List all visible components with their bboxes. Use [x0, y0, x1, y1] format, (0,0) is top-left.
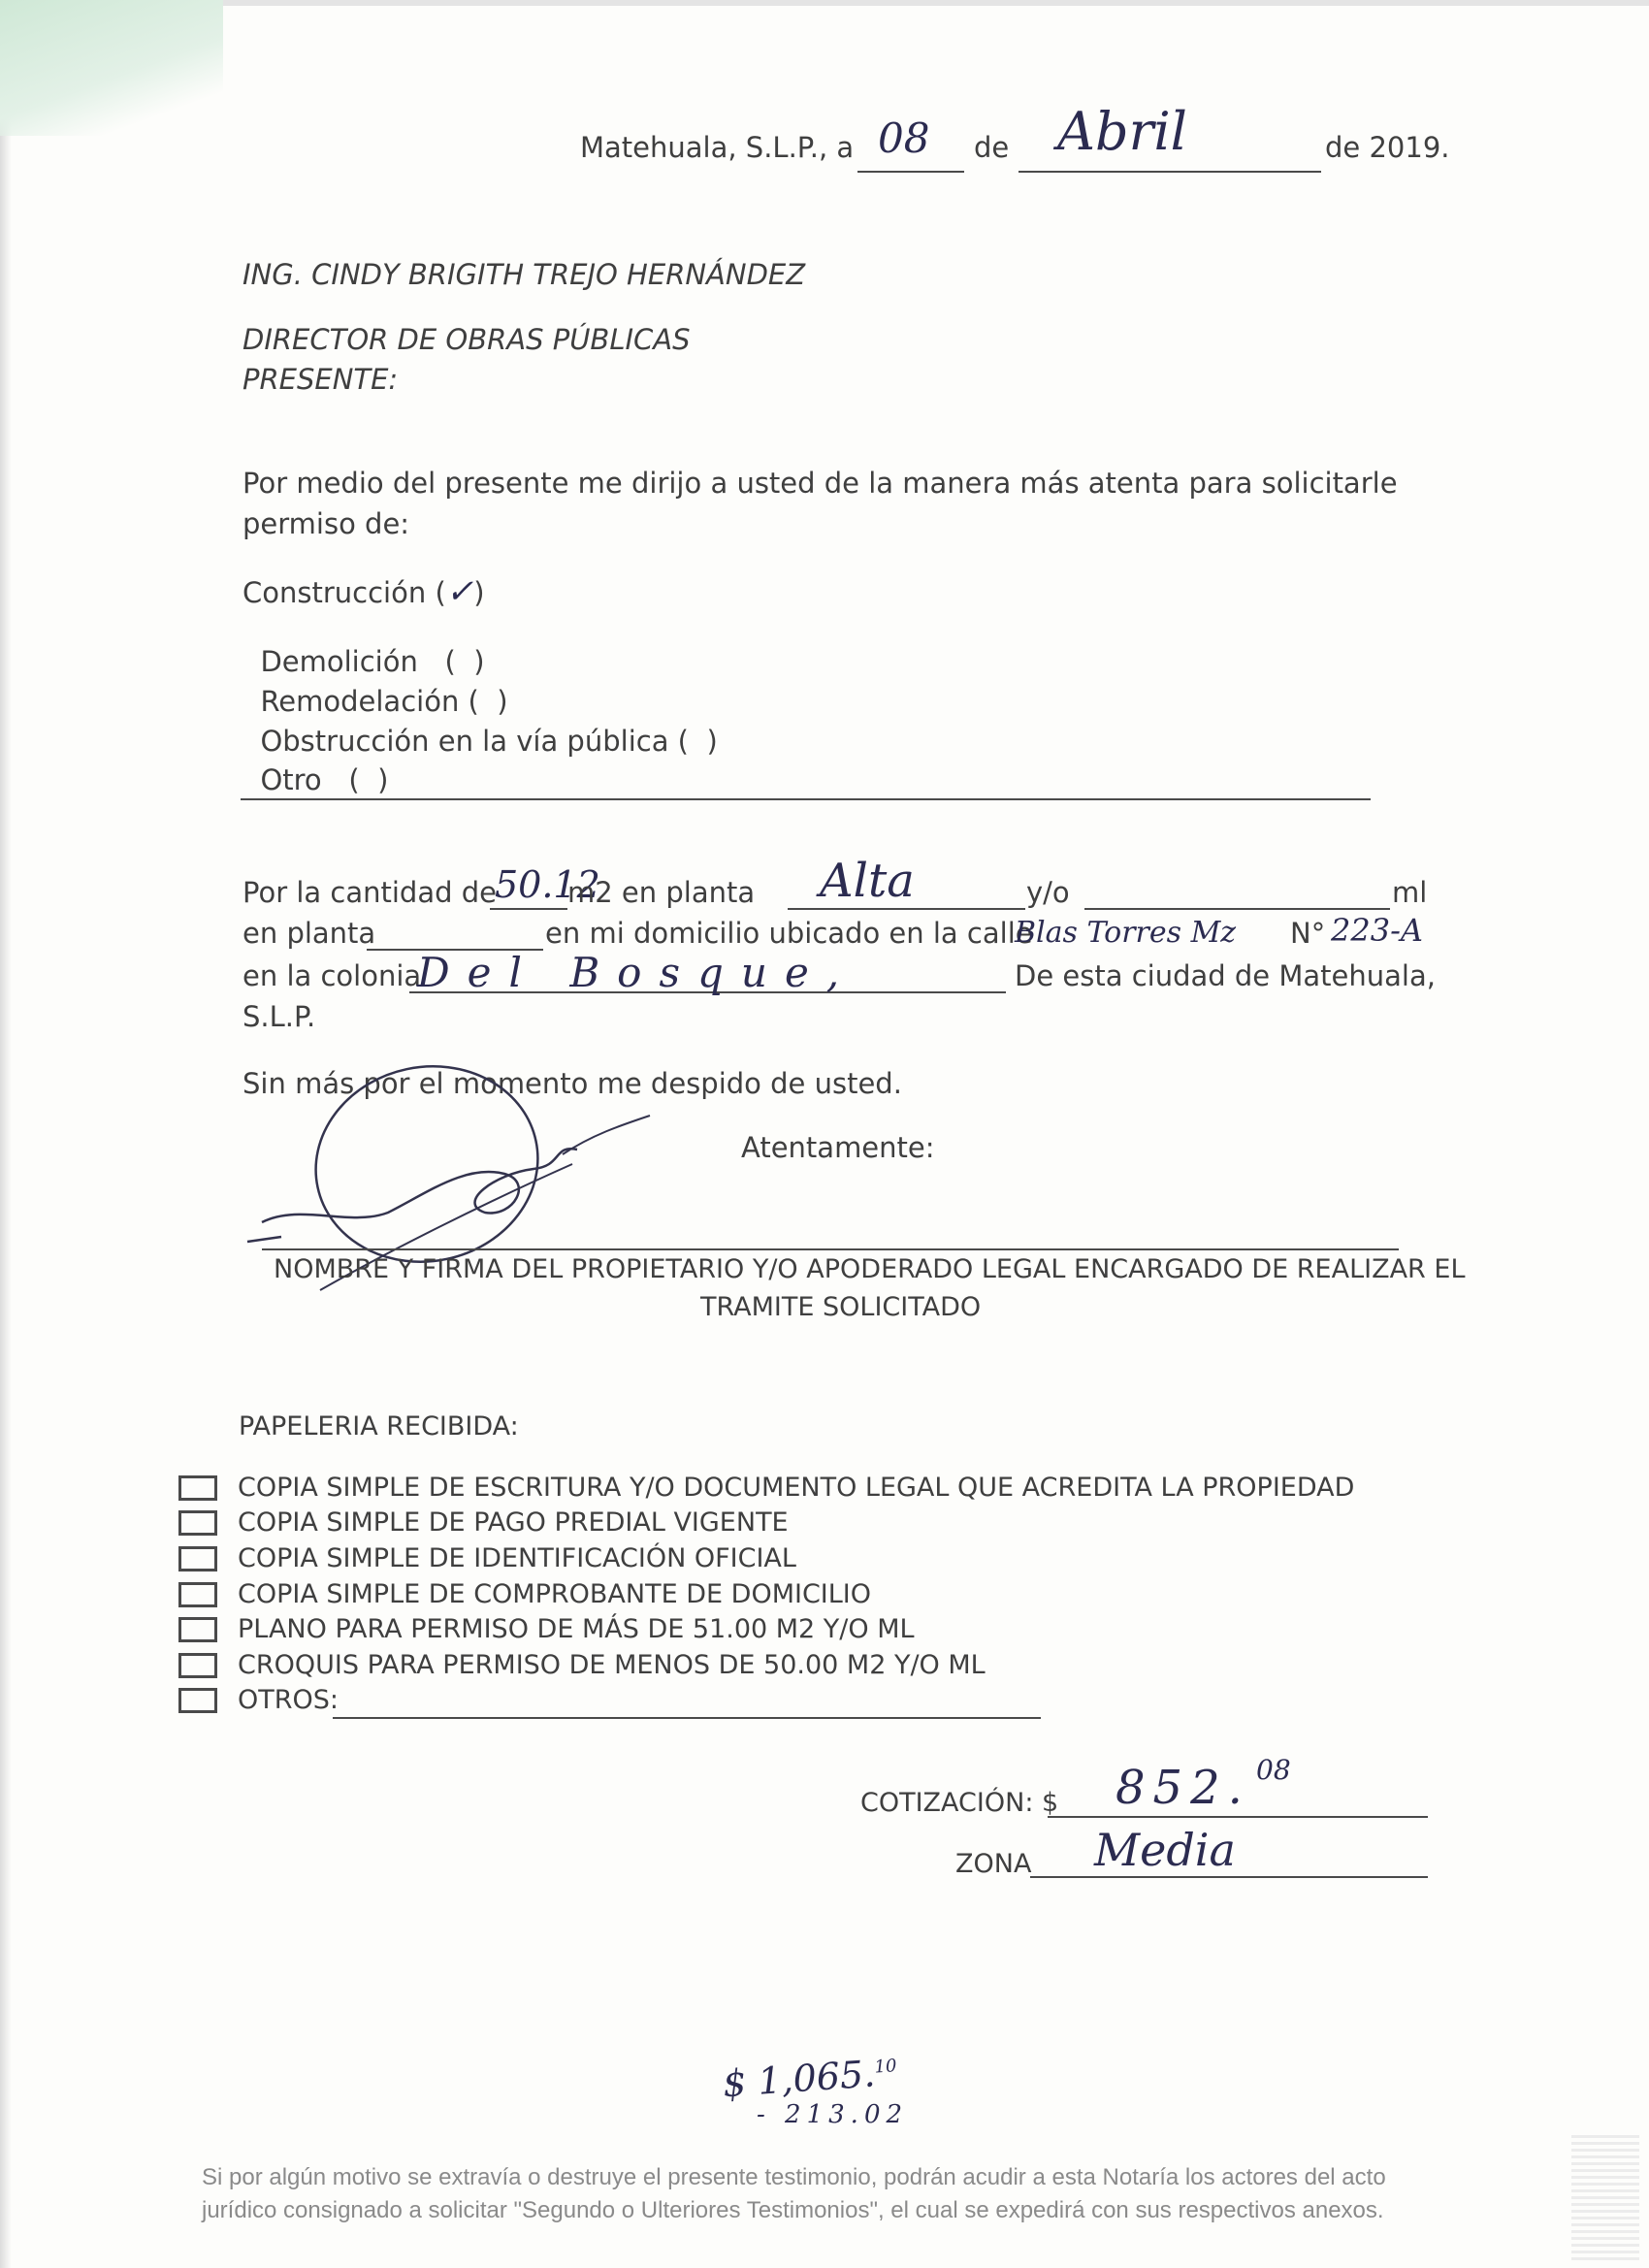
doc-checkbox[interactable]: [178, 1617, 217, 1642]
closing-line: Sin más por el momento me despido de usted.: [242, 1067, 902, 1100]
folded-corner: [0, 0, 223, 136]
doc-checkbox[interactable]: [178, 1546, 217, 1571]
option-close: ): [497, 685, 508, 718]
signature-label-2: TRAMITE SOLICITADO: [700, 1292, 982, 1322]
domicilio-label: en mi domicilio ubicado en la calle: [545, 917, 1033, 950]
notary-footer: Si por algún motivo se extravía o destruye el presente testimonio, podrán acudir a esta Notaría los actores del acto jurídico consignado a solicitar "Segundo o Ulteriores Testimonios", el cual se expedirá con sus respectivos anexos.: [202, 2164, 1386, 2223]
doc-item: COPIA SIMPLE DE COMPROBANTE DE DOMICILIO: [238, 1579, 872, 1609]
planta-line: [788, 908, 1025, 910]
option-close: ): [377, 763, 389, 796]
otro-line: [241, 798, 1371, 800]
yo-label: y/o: [1026, 876, 1070, 909]
cotizacion-label: COTIZACIÓN: $: [860, 1788, 1059, 1818]
planta-value: Alta: [820, 854, 915, 908]
doc-checkbox[interactable]: [178, 1475, 217, 1501]
option-construccion: [242, 572, 485, 611]
date-month: Abril: [1057, 101, 1187, 162]
ml-label: ml: [1392, 876, 1428, 909]
doc-item: COPIA SIMPLE DE PAGO PREDIAL VIGENTE: [238, 1507, 789, 1538]
cotizacion-cents: 08: [1256, 1754, 1291, 1786]
signature-image: [242, 1057, 669, 1329]
side-stamp: [1571, 2134, 1639, 2260]
zona-value: Media: [1094, 1824, 1236, 1876]
yo-line: [1084, 908, 1390, 910]
ciudad-text: De esta ciudad de Matehuala,: [1015, 959, 1436, 992]
date-year: de 2019.: [1325, 131, 1450, 164]
numero-value: 223-A: [1331, 912, 1423, 949]
cantidad-label: Por la cantidad de: [242, 876, 497, 909]
doc-item: PLANO PARA PERMISO DE MÁS DE 51.00 M2 Y/O ML: [238, 1614, 915, 1644]
calc-line-2: - 213.02: [757, 2100, 909, 2129]
doc-checkbox[interactable]: [178, 1582, 217, 1607]
doc-checkbox[interactable]: [178, 1510, 217, 1536]
papeleria-heading: PAPELERIA RECIBIDA:: [239, 1411, 519, 1442]
doc-item: COPIA SIMPLE DE ESCRITURA Y/O DOCUMENTO LEGAL QUE ACREDITA LA PROPIEDAD: [238, 1473, 1355, 1503]
option-close: ): [473, 645, 485, 678]
date-de: de: [974, 131, 1010, 164]
signature-line: [262, 1248, 1399, 1250]
intro-line-1: Por medio del presente me dirijo a usted de la manera más atenta para solicitarle: [242, 467, 1398, 500]
calc-sup: 10: [873, 2056, 898, 2078]
cotizacion-line: [1048, 1816, 1428, 1818]
atentamente: Atentamente:: [741, 1131, 935, 1164]
option-otro: [242, 730, 388, 796]
option-label: Remodelación (: [260, 685, 479, 718]
colonia-value: Del Bosque,: [417, 949, 857, 996]
m2-planta-label: m2 en planta: [567, 876, 756, 909]
doc-checkbox[interactable]: [178, 1653, 217, 1678]
calle-value: Blas Torres Mz: [1015, 916, 1237, 950]
doc-checkbox[interactable]: [178, 1688, 217, 1713]
cantidad-value: 50.12: [495, 863, 600, 906]
scan-left-edge: [0, 0, 12, 2268]
zona-line: [1030, 1876, 1428, 1878]
calc-line-1: [722, 2051, 899, 2105]
doc-item: CROQUIS PARA PERMISO DE MENOS DE 50.00 M2 Y/O ML: [238, 1650, 986, 1680]
cotizacion-value: 852.: [1116, 1761, 1250, 1815]
cantidad-line: [490, 908, 567, 910]
recipient-name: ING. CINDY BRIGITH TREJO HERNÁNDEZ: [242, 258, 806, 291]
recipient-title: DIRECTOR DE OBRAS PÚBLICAS: [242, 323, 691, 356]
check-mark: ✓: [445, 572, 474, 611]
recipient-presente: PRESENTE:: [242, 363, 399, 396]
option-label: Obstrucción en la vía pública (: [260, 725, 689, 758]
option-close: ): [706, 725, 718, 758]
otros-line: [333, 1717, 1041, 1719]
day-line: [857, 171, 964, 173]
option-close: ): [473, 576, 485, 609]
date-prefix: Matehuala, S.L.P., a: [580, 131, 855, 164]
scan-top-edge: [0, 0, 1649, 6]
doc-item: COPIA SIMPLE DE IDENTIFICACIÓN OFICIAL: [238, 1543, 796, 1573]
option-label: Otro (: [260, 763, 360, 796]
numero-label: N°: [1290, 917, 1326, 950]
option-label: Construcción (: [242, 576, 446, 609]
option-label: Demolición (: [260, 645, 456, 678]
calc-amount: $ 1,065.: [721, 2052, 877, 2106]
date-day: 08: [878, 114, 930, 162]
signature-label-1: NOMBRE Y FIRMA DEL PROPIETARIO Y/O APODERADO LEGAL ENCARGADO DE REALIZAR EL: [274, 1254, 1466, 1284]
zona-label: ZONA: [955, 1849, 1032, 1879]
month-line: [1018, 171, 1321, 173]
intro-line-2: permiso de:: [242, 507, 410, 540]
colonia-label: en la colonia: [242, 959, 422, 992]
doc-item-otros: OTROS:: [238, 1685, 339, 1715]
slp-text: S.L.P.: [242, 1000, 316, 1033]
en-planta-label: en planta: [242, 917, 376, 950]
